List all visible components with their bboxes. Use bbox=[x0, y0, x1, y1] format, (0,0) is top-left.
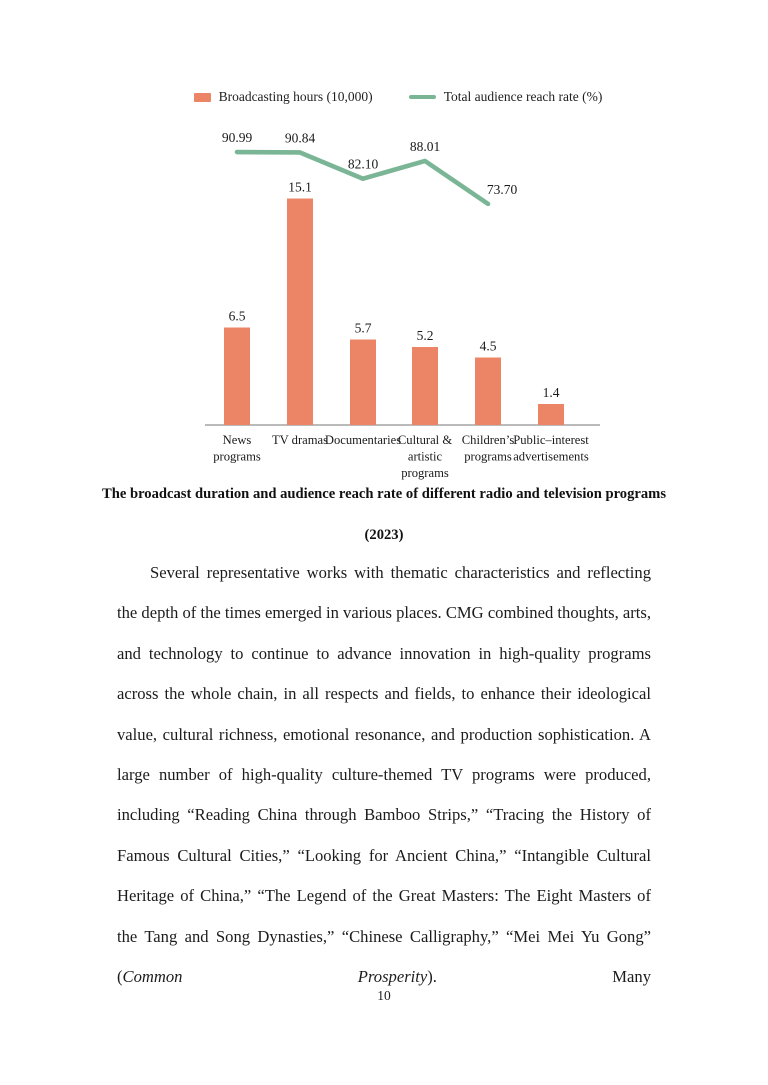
bar bbox=[350, 340, 376, 426]
bar bbox=[475, 358, 501, 426]
line-value-label: 90.99 bbox=[221, 130, 253, 146]
category-label: TV dramas bbox=[271, 433, 329, 447]
body-paragraph bbox=[117, 553, 651, 997]
body-italic-segment: Common Prosperity bbox=[122, 967, 428, 987]
line-value-label: 82.10 bbox=[347, 156, 379, 172]
category-label: Cultural & bbox=[397, 433, 453, 447]
bar-value-label: 15.1 bbox=[288, 179, 312, 195]
category-label: Documentaries bbox=[324, 433, 402, 447]
combo-chart bbox=[0, 0, 768, 485]
figure-caption-year: (2023) bbox=[364, 527, 404, 543]
line-value-label: 73.70 bbox=[486, 181, 518, 197]
category-label: Children’s bbox=[461, 433, 515, 447]
category-label: advertisements bbox=[513, 449, 589, 464]
bar-value-label: 4.5 bbox=[479, 338, 497, 354]
legend-label-broadcasting-hours: Broadcasting hours (10,000) bbox=[218, 89, 373, 104]
bar-value-label: 5.2 bbox=[416, 328, 434, 343]
legend-label-reach-rate: Total audience reach rate (%) bbox=[443, 89, 603, 104]
line-value-label: 90.84 bbox=[284, 130, 316, 146]
bar bbox=[287, 199, 313, 426]
category-label: Public–interest bbox=[513, 433, 589, 447]
body-text-segment: ). Many bbox=[427, 967, 651, 987]
category-label: programs bbox=[213, 449, 261, 464]
bar-value-label: 6.5 bbox=[228, 308, 246, 324]
line-value-label: 88.01 bbox=[409, 138, 441, 154]
category-label: artistic bbox=[407, 449, 443, 464]
figure-caption: The broadcast duration and audience reach rate of different radio and television programs bbox=[101, 486, 667, 502]
bar-value-label: 1.4 bbox=[542, 385, 560, 400]
bar bbox=[224, 328, 250, 426]
page-number: 10 bbox=[377, 988, 391, 1003]
category-label: programs bbox=[464, 449, 512, 464]
bar-value-label: 5.7 bbox=[354, 320, 372, 336]
bar bbox=[538, 404, 564, 425]
bar bbox=[412, 347, 438, 425]
category-label: programs bbox=[401, 466, 449, 480]
body-text-segment: Several representative works with thematic characteristics and reflecting the depth of the times emerged in various places. CMG combined thoughts, arts, and technology to continue to advance innovation in high-quality programs across the whole chain, in all respects and fields, to enhance their ideological value, cultural richness, emotional resonance, and production sophistication. A large number of high-quality culture-themed TV programs were produced, including “Reading China through Bamboo Strips,” “Tracing the History of Famous Cultural Cities,” “Looking for Ancient China,” “Intangible Cultural Heritage of China,” “The Legend of the Great Masters: The Eight Masters of the Tang and Song Dynasties,” “Chinese Calligraphy,” “Mei Mei Yu Gong” ( bbox=[117, 563, 651, 987]
category-label: News bbox=[222, 433, 252, 447]
